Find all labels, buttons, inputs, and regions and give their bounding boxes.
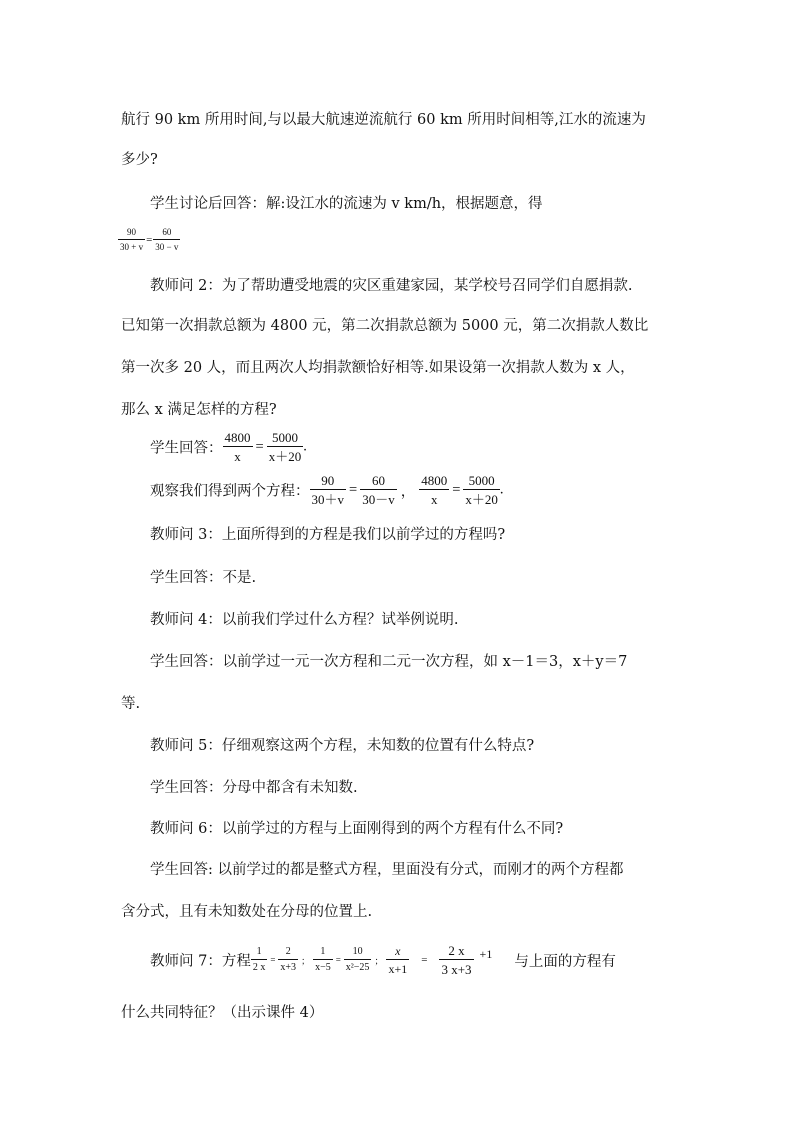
observation-line: 观察我们得到两个方程： $\frac{90}{30+v}$ = $\frac{60}{30-v}$ ， $\frac{4800}{x}$ = $\frac{5000}{x+20}$ . — [150, 473, 504, 507]
fraction: $\frac{5000}{x+20}$ — [268, 430, 302, 464]
question-7-line: 教师问 7：方程 $\frac{1}{2 x}$ = $\frac{2}{x+3}$ ； $\frac{1}{x-5}$ = $\frac{10}{\text{x²−25}}$ ； $\frac{x}{x+1}$ = $\frac{2 x}{3 x+3}$ $^{+1}$ 与上面的方程有 — [150, 943, 616, 977]
paragraph-line: 教师问 3：上面所得到的方程是我们以前学过的方程吗? — [150, 527, 506, 543]
paragraph-line: 多少? — [121, 152, 158, 168]
fraction: $\frac{1}{x-5}$ — [315, 946, 331, 973]
paragraph-line: 什么共同特征？（出示课件 4） — [121, 1005, 324, 1021]
fraction: $\frac{2 x}{3 x+3}$ — [441, 943, 472, 977]
fraction: $\frac{5000}{x+20}$ — [465, 473, 498, 507]
paragraph-line: 含分式，且有未知数处在分母的位置上. — [121, 904, 373, 920]
paragraph-line: 第一次多 20 人，而且两次人均捐款额恰好相等.如果设第一次捐款人数为 x 人， — [121, 360, 635, 376]
fraction: $\frac{4800}{x}$ — [224, 430, 251, 464]
paragraph-line: 学生回答：不是. — [150, 570, 257, 586]
paragraph-line: 那么 x 满足怎样的方程? — [121, 402, 277, 418]
paragraph-line: 教师问 4：以前我们学过什么方程？试举例说明. — [150, 612, 459, 628]
fraction: $\frac{90}{30+v}$ — [311, 473, 345, 507]
paragraph-line: 教师问 2：为了帮助遭受地震的灾区重建家园，某学校号召同学们自愿捐款. — [150, 278, 633, 294]
paragraph-line: 航行 90 km 所用时间,与以最大航速逆流航行 60 km 所用时间相等,江水的流速为 — [121, 112, 646, 128]
fraction: $\frac{10}{\text{x²−25}}$ — [345, 946, 370, 973]
paragraph-line: 学生回答: 以前学过的都是整式方程，里面没有分式，而刚才的两个方程都 — [150, 862, 624, 878]
paragraph-line: 学生讨论后回答：解:设江水的流速为 v km/h，根据题意，得 — [150, 196, 543, 212]
paragraph-line: 学生回答：以前学过一元一次方程和二元一次方程，如 x－1＝3，x＋y＝7 — [150, 654, 628, 670]
paragraph-line: 教师问 5：仔细观察这两个方程，未知数的位置有什么特点? — [150, 738, 535, 754]
paragraph-line: 教师问 6：以前学过的方程与上面刚得到的两个方程有什么不同? — [150, 821, 564, 837]
paragraph-line: 等. — [121, 696, 141, 712]
student-answer-line: 学生回答： $\frac{4800}{x}$ = $\frac{5000}{x+20}$ . — [150, 430, 307, 464]
fraction: $\frac{x}{x+1}$ — [388, 944, 408, 976]
fraction: $\frac{90}{30 + v}$ — [120, 227, 144, 252]
fraction: $\frac{60}{30-v}$ — [362, 473, 395, 507]
equation-river-speed: $\frac{90}{30 + v}$ = $\frac{60}{30 - v}$ — [120, 227, 179, 252]
paragraph-line: 已知第一次捐款总额为 4800 元，第二次捐款总额为 5000 元，第二次捐款人数比 — [121, 318, 649, 334]
paragraph-line: 学生回答：分母中都含有未知数. — [150, 780, 358, 796]
fraction: $\frac{1}{2 x}$ — [252, 946, 266, 973]
fraction: $\frac{4800}{x}$ — [421, 473, 448, 507]
fraction: $\frac{60}{30 - v}$ — [155, 227, 179, 252]
fraction: $\frac{2}{x+3}$ — [280, 946, 297, 973]
